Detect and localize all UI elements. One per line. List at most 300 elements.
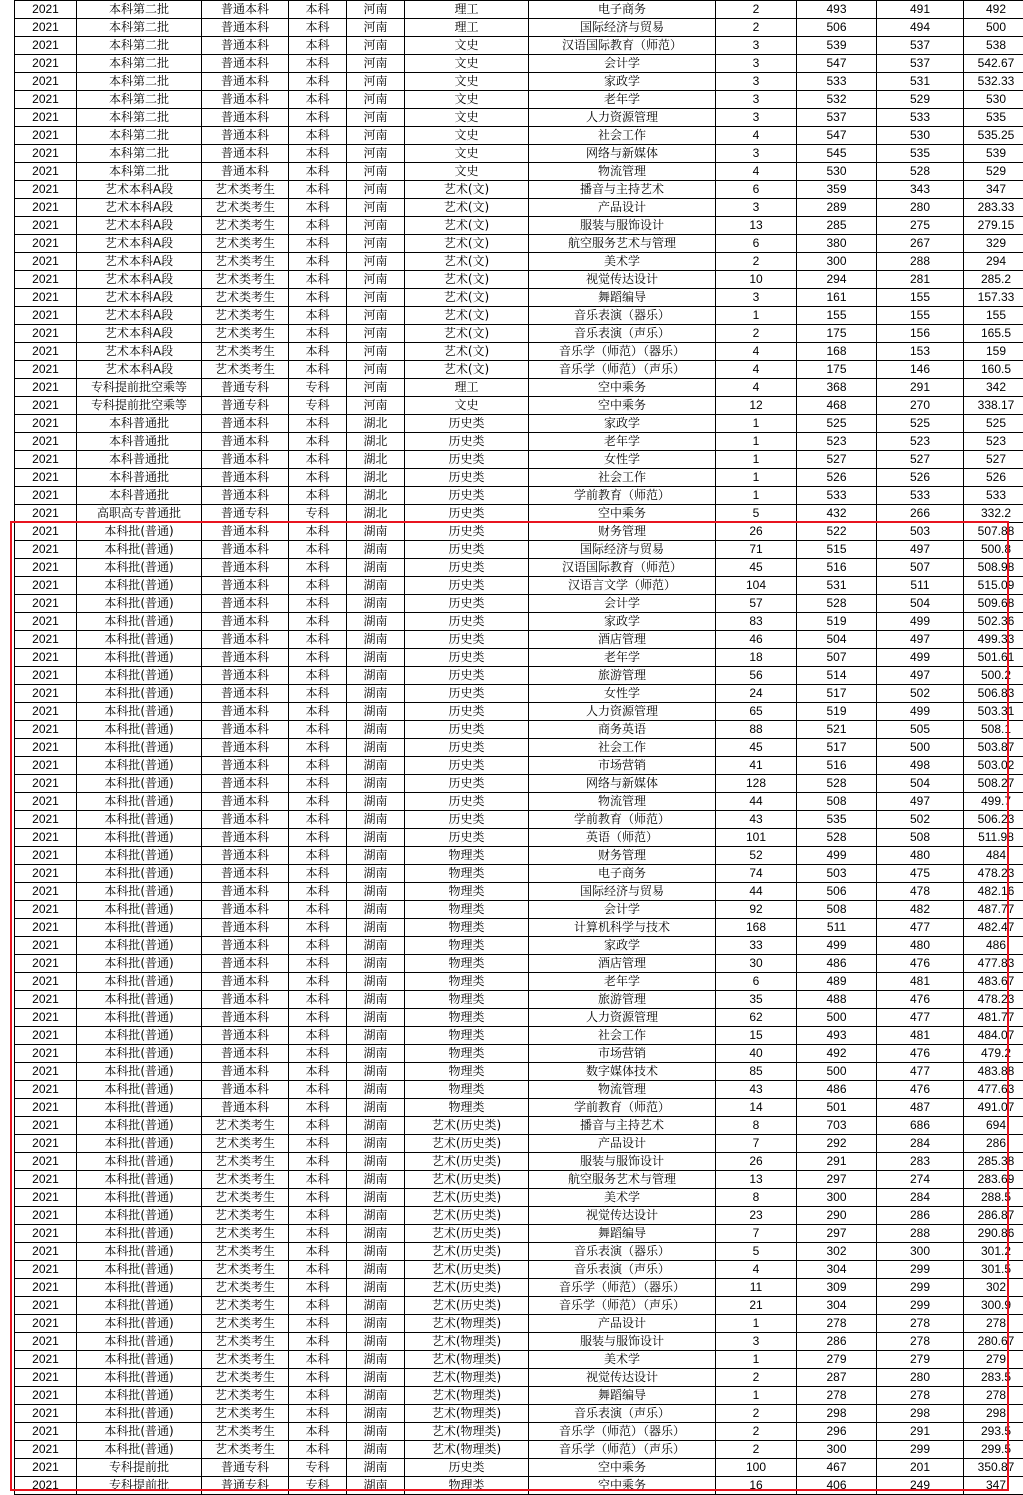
max-score-cell: 300 (797, 253, 877, 271)
avg-score-cell: 491.07 (964, 1099, 1023, 1117)
level-cell: 专科 (289, 1459, 347, 1477)
min-score-cell: 482 (877, 901, 964, 919)
table-row (15, 397, 1023, 415)
table-row (15, 847, 1023, 865)
year-cell: 2021 (15, 37, 77, 55)
batch-cell: 本科批(普通) (77, 1225, 202, 1243)
student-type-cell: 艺术类考生 (202, 307, 289, 325)
year-cell: 2021 (15, 1135, 77, 1153)
enrolled-count-cell: 3 (716, 199, 797, 217)
year-cell: 2021 (15, 397, 77, 415)
subject-category-cell: 文史 (405, 163, 529, 181)
min-score-cell: 481 (877, 973, 964, 991)
batch-cell: 本科批(普通) (77, 541, 202, 559)
batch-cell: 专科提前批空乘等 (77, 397, 202, 415)
major-cell: 视觉传达设计 (529, 1207, 716, 1225)
year-cell: 2021 (15, 847, 77, 865)
avg-score-cell: 294 (964, 253, 1023, 271)
batch-cell: 本科批(普通) (77, 1279, 202, 1297)
enrolled-count-cell: 2 (716, 1441, 797, 1459)
province-cell: 河南 (347, 91, 405, 109)
table-row (15, 127, 1023, 145)
max-score-cell: 488 (797, 991, 877, 1009)
level-cell: 本科 (289, 1189, 347, 1207)
major-cell: 社会工作 (529, 127, 716, 145)
table-row (15, 955, 1023, 973)
avg-score-cell: 157.33 (964, 289, 1023, 307)
min-score-cell: 504 (877, 595, 964, 613)
enrolled-count-cell: 3 (716, 1333, 797, 1351)
level-cell: 本科 (289, 577, 347, 595)
avg-score-cell: 533 (964, 487, 1023, 505)
min-score-cell: 497 (877, 541, 964, 559)
year-cell: 2021 (15, 739, 77, 757)
province-cell: 湖南 (347, 1459, 405, 1477)
enrolled-count-cell: 44 (716, 883, 797, 901)
min-score-cell: 499 (877, 649, 964, 667)
subject-category-cell: 历史类 (405, 631, 529, 649)
province-cell: 湖南 (347, 883, 405, 901)
max-score-cell: 368 (797, 379, 877, 397)
level-cell: 本科 (289, 361, 347, 379)
table-row (15, 1063, 1023, 1081)
enrolled-count-cell: 33 (716, 937, 797, 955)
table-row (15, 433, 1023, 451)
min-score-cell: 280 (877, 1369, 964, 1387)
level-cell: 本科 (289, 73, 347, 91)
student-type-cell: 艺术类考生 (202, 1333, 289, 1351)
major-cell: 数字媒体技术 (529, 1063, 716, 1081)
province-cell: 湖南 (347, 829, 405, 847)
subject-category-cell: 艺术(物理类) (405, 1369, 529, 1387)
level-cell: 本科 (289, 811, 347, 829)
province-cell: 湖南 (347, 1117, 405, 1135)
province-cell: 湖南 (347, 1153, 405, 1171)
year-cell: 2021 (15, 523, 77, 541)
subject-category-cell: 物理类 (405, 901, 529, 919)
major-cell: 计算机科学与技术 (529, 919, 716, 937)
subject-category-cell: 历史类 (405, 739, 529, 757)
batch-cell: 本科批(普通) (77, 685, 202, 703)
batch-cell: 本科普通批 (77, 487, 202, 505)
year-cell: 2021 (15, 289, 77, 307)
enrolled-count-cell: 11 (716, 1279, 797, 1297)
subject-category-cell: 艺术(文) (405, 253, 529, 271)
province-cell: 河南 (347, 1, 405, 19)
avg-score-cell: 542.67 (964, 55, 1023, 73)
subject-category-cell: 物理类 (405, 1045, 529, 1063)
max-score-cell: 511 (797, 919, 877, 937)
province-cell: 湖南 (347, 811, 405, 829)
level-cell: 本科 (289, 883, 347, 901)
student-type-cell: 普通本科 (202, 1, 289, 19)
level-cell: 专科 (289, 379, 347, 397)
min-score-cell: 278 (877, 1333, 964, 1351)
batch-cell: 艺术本科A段 (77, 307, 202, 325)
year-cell: 2021 (15, 415, 77, 433)
batch-cell: 本科批(普通) (77, 829, 202, 847)
table-row (15, 289, 1023, 307)
province-cell: 湖南 (347, 649, 405, 667)
year-cell: 2021 (15, 1423, 77, 1441)
min-score-cell: 498 (877, 757, 964, 775)
min-score-cell: 266 (877, 505, 964, 523)
batch-cell: 本科第二批 (77, 91, 202, 109)
batch-cell: 高职高专普通批 (77, 505, 202, 523)
table-row (15, 217, 1023, 235)
max-score-cell: 296 (797, 1423, 877, 1441)
enrolled-count-cell: 2 (716, 19, 797, 37)
province-cell: 湖南 (347, 955, 405, 973)
major-cell: 学前教育（师范） (529, 1099, 716, 1117)
student-type-cell: 普通本科 (202, 649, 289, 667)
table-row (15, 703, 1023, 721)
student-type-cell: 艺术类考生 (202, 289, 289, 307)
avg-score-cell: 477.63 (964, 1081, 1023, 1099)
subject-category-cell: 文史 (405, 91, 529, 109)
min-score-cell: 481 (877, 1027, 964, 1045)
major-cell: 财务管理 (529, 523, 716, 541)
subject-category-cell: 物理类 (405, 991, 529, 1009)
province-cell: 湖南 (347, 1369, 405, 1387)
province-cell: 河南 (347, 361, 405, 379)
major-cell: 服装与服饰设计 (529, 1333, 716, 1351)
subject-category-cell: 艺术(历史类) (405, 1279, 529, 1297)
enrolled-count-cell: 1 (716, 415, 797, 433)
province-cell: 湖南 (347, 577, 405, 595)
subject-category-cell: 文史 (405, 73, 529, 91)
province-cell: 湖南 (347, 1297, 405, 1315)
batch-cell: 本科批(普通) (77, 1207, 202, 1225)
max-score-cell: 168 (797, 343, 877, 361)
enrolled-count-cell: 26 (716, 1153, 797, 1171)
year-cell: 2021 (15, 1117, 77, 1135)
enrolled-count-cell: 4 (716, 343, 797, 361)
table-row (15, 901, 1023, 919)
province-cell: 湖南 (347, 1261, 405, 1279)
level-cell: 本科 (289, 1405, 347, 1423)
min-score-cell: 155 (877, 289, 964, 307)
year-cell: 2021 (15, 199, 77, 217)
major-cell: 社会工作 (529, 739, 716, 757)
enrolled-count-cell: 71 (716, 541, 797, 559)
avg-score-cell: 481.77 (964, 1009, 1023, 1027)
table-row (15, 235, 1023, 253)
avg-score-cell: 482.16 (964, 883, 1023, 901)
major-cell: 汉语言文学（师范） (529, 577, 716, 595)
student-type-cell: 艺术类考生 (202, 1225, 289, 1243)
level-cell: 本科 (289, 595, 347, 613)
batch-cell: 本科第二批 (77, 109, 202, 127)
student-type-cell: 普通本科 (202, 991, 289, 1009)
year-cell: 2021 (15, 1405, 77, 1423)
table-row (15, 415, 1023, 433)
min-score-cell: 497 (877, 631, 964, 649)
subject-category-cell: 物理类 (405, 919, 529, 937)
student-type-cell: 普通专科 (202, 505, 289, 523)
table-row (15, 307, 1023, 325)
major-cell: 视觉传达设计 (529, 1369, 716, 1387)
batch-cell: 本科批(普通) (77, 955, 202, 973)
table-row (15, 199, 1023, 217)
table-row (15, 973, 1023, 991)
avg-score-cell: 280.67 (964, 1333, 1023, 1351)
province-cell: 河南 (347, 181, 405, 199)
min-score-cell: 530 (877, 127, 964, 145)
subject-category-cell: 物理类 (405, 955, 529, 973)
max-score-cell: 489 (797, 973, 877, 991)
avg-score-cell: 279.15 (964, 217, 1023, 235)
subject-category-cell: 物理类 (405, 865, 529, 883)
table-row (15, 1117, 1023, 1135)
student-type-cell: 普通本科 (202, 127, 289, 145)
level-cell: 本科 (289, 181, 347, 199)
year-cell: 2021 (15, 883, 77, 901)
max-score-cell: 516 (797, 559, 877, 577)
enrolled-count-cell: 52 (716, 847, 797, 865)
min-score-cell: 499 (877, 703, 964, 721)
level-cell: 本科 (289, 325, 347, 343)
max-score-cell: 500 (797, 1063, 877, 1081)
province-cell: 湖南 (347, 1027, 405, 1045)
batch-cell: 本科批(普通) (77, 1099, 202, 1117)
table-row (15, 775, 1023, 793)
province-cell: 湖南 (347, 685, 405, 703)
student-type-cell: 普通本科 (202, 721, 289, 739)
student-type-cell: 普通本科 (202, 847, 289, 865)
min-score-cell: 499 (877, 613, 964, 631)
min-score-cell: 529 (877, 91, 964, 109)
max-score-cell: 380 (797, 235, 877, 253)
major-cell: 音乐表演（声乐） (529, 1405, 716, 1423)
student-type-cell: 普通本科 (202, 145, 289, 163)
subject-category-cell: 物理类 (405, 937, 529, 955)
subject-category-cell: 艺术(文) (405, 199, 529, 217)
province-cell: 河南 (347, 55, 405, 73)
student-type-cell: 艺术类考生 (202, 235, 289, 253)
subject-category-cell: 历史类 (405, 415, 529, 433)
avg-score-cell: 350.87 (964, 1459, 1023, 1477)
student-type-cell: 普通本科 (202, 433, 289, 451)
enrolled-count-cell: 2 (716, 253, 797, 271)
province-cell: 湖南 (347, 919, 405, 937)
table-row (15, 1009, 1023, 1027)
student-type-cell: 普通本科 (202, 469, 289, 487)
max-score-cell: 432 (797, 505, 877, 523)
avg-score-cell: 160.5 (964, 361, 1023, 379)
table-row (15, 271, 1023, 289)
year-cell: 2021 (15, 541, 77, 559)
max-score-cell: 506 (797, 883, 877, 901)
subject-category-cell: 历史类 (405, 577, 529, 595)
year-cell: 2021 (15, 163, 77, 181)
subject-category-cell: 文史 (405, 37, 529, 55)
table-row (15, 379, 1023, 397)
max-score-cell: 527 (797, 451, 877, 469)
table-row (15, 1387, 1023, 1405)
subject-category-cell: 艺术(文) (405, 181, 529, 199)
student-type-cell: 艺术类考生 (202, 181, 289, 199)
table-row (15, 685, 1023, 703)
avg-score-cell: 500.2 (964, 667, 1023, 685)
subject-category-cell: 艺术(文) (405, 217, 529, 235)
max-score-cell: 533 (797, 487, 877, 505)
batch-cell: 本科批(普通) (77, 739, 202, 757)
enrolled-count-cell: 8 (716, 1117, 797, 1135)
year-cell: 2021 (15, 1207, 77, 1225)
enrolled-count-cell: 40 (716, 1045, 797, 1063)
min-score-cell: 476 (877, 991, 964, 1009)
year-cell: 2021 (15, 1099, 77, 1117)
province-cell: 湖南 (347, 1081, 405, 1099)
max-score-cell: 359 (797, 181, 877, 199)
avg-score-cell: 301.5 (964, 1261, 1023, 1279)
min-score-cell: 494 (877, 19, 964, 37)
major-cell: 产品设计 (529, 1315, 716, 1333)
enrolled-count-cell: 23 (716, 1207, 797, 1225)
student-type-cell: 普通本科 (202, 541, 289, 559)
avg-score-cell: 286 (964, 1135, 1023, 1153)
max-score-cell: 537 (797, 109, 877, 127)
student-type-cell: 普通本科 (202, 1009, 289, 1027)
subject-category-cell: 艺术(历史类) (405, 1189, 529, 1207)
max-score-cell: 155 (797, 307, 877, 325)
max-score-cell: 526 (797, 469, 877, 487)
subject-category-cell: 历史类 (405, 595, 529, 613)
enrolled-count-cell: 1 (716, 1351, 797, 1369)
major-cell: 老年学 (529, 973, 716, 991)
level-cell: 本科 (289, 973, 347, 991)
max-score-cell: 300 (797, 1441, 877, 1459)
year-cell: 2021 (15, 793, 77, 811)
max-score-cell: 304 (797, 1261, 877, 1279)
year-cell: 2021 (15, 109, 77, 127)
max-score-cell: 467 (797, 1459, 877, 1477)
min-score-cell: 477 (877, 919, 964, 937)
subject-category-cell: 艺术(文) (405, 343, 529, 361)
year-cell: 2021 (15, 1225, 77, 1243)
max-score-cell: 501 (797, 1099, 877, 1117)
batch-cell: 艺术本科A段 (77, 361, 202, 379)
year-cell: 2021 (15, 127, 77, 145)
major-cell: 舞蹈编导 (529, 289, 716, 307)
batch-cell: 艺术本科A段 (77, 343, 202, 361)
level-cell: 本科 (289, 793, 347, 811)
year-cell: 2021 (15, 919, 77, 937)
level-cell: 本科 (289, 1351, 347, 1369)
avg-score-cell: 278 (964, 1315, 1023, 1333)
min-score-cell: 525 (877, 415, 964, 433)
student-type-cell: 艺术类考生 (202, 199, 289, 217)
batch-cell: 本科普通批 (77, 433, 202, 451)
enrolled-count-cell: 3 (716, 91, 797, 109)
level-cell: 专科 (289, 1477, 347, 1495)
level-cell: 本科 (289, 649, 347, 667)
batch-cell: 专科提前批空乘等 (77, 379, 202, 397)
major-cell: 老年学 (529, 433, 716, 451)
major-cell: 音乐学（师范）（声乐） (529, 1441, 716, 1459)
student-type-cell: 普通本科 (202, 37, 289, 55)
table-row (15, 1351, 1023, 1369)
subject-category-cell: 历史类 (405, 541, 529, 559)
batch-cell: 专科提前批 (77, 1477, 202, 1495)
avg-score-cell: 527 (964, 451, 1023, 469)
subject-category-cell: 历史类 (405, 559, 529, 577)
avg-score-cell: 279 (964, 1351, 1023, 1369)
avg-score-cell: 486 (964, 937, 1023, 955)
province-cell: 湖南 (347, 541, 405, 559)
table-row (15, 1279, 1023, 1297)
major-cell: 产品设计 (529, 1135, 716, 1153)
year-cell: 2021 (15, 811, 77, 829)
subject-category-cell: 艺术(文) (405, 271, 529, 289)
level-cell: 本科 (289, 217, 347, 235)
min-score-cell: 288 (877, 1225, 964, 1243)
table-body (15, 1, 1023, 1495)
avg-score-cell: 506.83 (964, 685, 1023, 703)
avg-score-cell: 347 (964, 181, 1023, 199)
level-cell: 本科 (289, 703, 347, 721)
batch-cell: 本科批(普通) (77, 1423, 202, 1441)
year-cell: 2021 (15, 1315, 77, 1333)
max-score-cell: 500 (797, 1009, 877, 1027)
min-score-cell: 286 (877, 1207, 964, 1225)
enrolled-count-cell: 3 (716, 289, 797, 307)
level-cell: 本科 (289, 559, 347, 577)
avg-score-cell: 302 (964, 1279, 1023, 1297)
level-cell: 本科 (289, 163, 347, 181)
table-row (15, 811, 1023, 829)
major-cell: 人力资源管理 (529, 1009, 716, 1027)
year-cell: 2021 (15, 1477, 77, 1495)
province-cell: 湖北 (347, 469, 405, 487)
level-cell: 本科 (289, 739, 347, 757)
avg-score-cell: 506.23 (964, 811, 1023, 829)
student-type-cell: 艺术类考生 (202, 1117, 289, 1135)
avg-score-cell: 299.5 (964, 1441, 1023, 1459)
avg-score-cell: 500 (964, 19, 1023, 37)
table-row (15, 541, 1023, 559)
avg-score-cell: 507.88 (964, 523, 1023, 541)
enrolled-count-cell: 35 (716, 991, 797, 1009)
max-score-cell: 286 (797, 1333, 877, 1351)
table-row (15, 505, 1023, 523)
level-cell: 本科 (289, 55, 347, 73)
enrolled-count-cell: 100 (716, 1459, 797, 1477)
batch-cell: 本科批(普通) (77, 1387, 202, 1405)
avg-score-cell: 508.27 (964, 775, 1023, 793)
min-score-cell: 275 (877, 217, 964, 235)
student-type-cell: 普通本科 (202, 523, 289, 541)
student-type-cell: 普通本科 (202, 757, 289, 775)
table-row (15, 577, 1023, 595)
max-score-cell: 161 (797, 289, 877, 307)
level-cell: 本科 (289, 991, 347, 1009)
subject-category-cell: 理工 (405, 19, 529, 37)
enrolled-count-cell: 1 (716, 469, 797, 487)
level-cell: 本科 (289, 271, 347, 289)
province-cell: 湖南 (347, 739, 405, 757)
subject-category-cell: 历史类 (405, 775, 529, 793)
student-type-cell: 艺术类考生 (202, 1279, 289, 1297)
avg-score-cell: 539 (964, 145, 1023, 163)
table-row (15, 613, 1023, 631)
subject-category-cell: 物理类 (405, 1099, 529, 1117)
batch-cell: 本科批(普通) (77, 901, 202, 919)
max-score-cell: 297 (797, 1225, 877, 1243)
student-type-cell: 普通专科 (202, 379, 289, 397)
max-score-cell: 522 (797, 523, 877, 541)
